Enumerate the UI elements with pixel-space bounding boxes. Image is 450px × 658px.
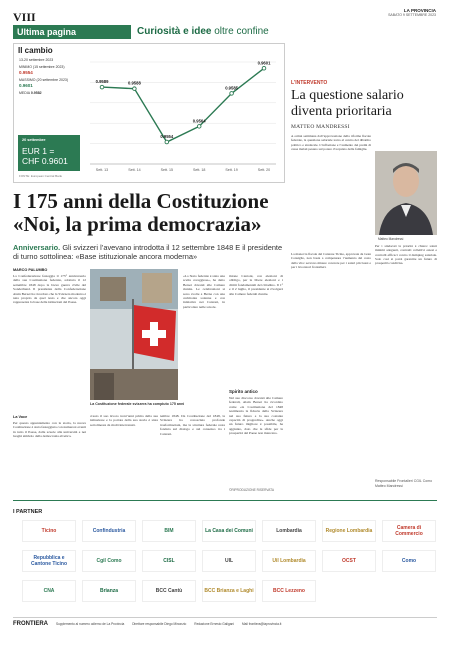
chart-tick-label: Sett. 19: [225, 168, 238, 172]
article-column-voce: Per questo appuntamento con la storia, la nuova Costituzione è stata festeggiata con numerosi eventi in tutto il Paese, dalle scuole alle università e nei luoghi simbolo della democrazia elvetica.: [13, 421, 86, 439]
min-label: MINIMO (15 settembre 2023): [19, 64, 65, 69]
max-value: 0.9601: [19, 83, 33, 89]
article-column-3: mione Cantoni, con elezioni di obbligo, per le libere elezioni e i diritti fondamentali del cittadino. Il 1° e il 2 luglio, il presidente si rivolgerà alle Camere federali riunite.: [229, 274, 283, 296]
partner-logo: Confindustria: [82, 520, 136, 542]
subhead-voce: La Voce: [13, 415, 28, 419]
partner-logo: Brianza: [82, 580, 136, 602]
article-column-2: «Lo Stato federale è stato una scelta coraggiosa», ha detto Berset davanti alle Camere riunite. Le celebrazioni si sono svolte a Berna con una cerimonia solenne e con iniziative nei Cantoni, in particolare nelle scuole.: [183, 274, 225, 309]
avg-value: 0.9582: [30, 90, 42, 95]
chart-data-label: 0.9585: [225, 85, 239, 91]
paper-name: LA PROVINCIA: [403, 8, 436, 13]
chart-tick-label: Sett. 18: [193, 168, 206, 172]
article-column-1: La Confederazione festeggia il 175° anniversario della sua Costituzione federale, adottata il 12 settembre 1848 dopo la breve guerra civile del Sonderbund. Il presidente della Confederazione Alain Berset ha ricordato che la Svizzera moderna è nata proprio da quel testo e che ancora oggi rappresenta la base delle istituzioni del Paese.: [13, 274, 86, 305]
chart-data-label: 0.9601: [257, 60, 271, 66]
partner-logo: Ticino: [22, 520, 76, 542]
opinion-text-2: La manovra fiscale del Cantone Ticino, approvata da Gran Consiglio, non basta a compensare l’aumento del costo della vita: servono misure concrete per i salari più bassi e per i lavoratori frontalieri.: [291, 252, 371, 269]
partner-logo: UIL: [202, 550, 256, 572]
partner-logo: Regione Lombardia: [322, 520, 376, 542]
copyright-note: ©RIPRODUZIONE RISERVATA: [229, 488, 274, 492]
min-value: 0.9554: [19, 70, 33, 76]
partner-logo: Cgil Como: [82, 550, 136, 572]
exchange-period: 13-20 settembre 2023: [19, 58, 54, 62]
opinion-text-3: Per i sindacati la priorità è chiara: salari minimi adeguati, contratti collettivi estesi e controlli efficaci contro il dumping salariale. Solo così si potrà garantire un futuro di prosperità condivisa.: [375, 244, 437, 266]
opinion-tag: L'INTERVENTO: [291, 80, 328, 86]
partner-logo: Lombardia: [262, 520, 316, 542]
article-column-spirito: Nel suo discorso davanti alle Camere federali, Alain Berset ha ricordato come «la Costituzione del 1848 testimonia la fiducia della Svizzera nel suo futuro e la sua costante capacità di progredire». Anche oggi un futuro migliore è possibile, ha aggiunto, dato che le sfide per la prosperità del Paese non mancano.: [229, 396, 283, 436]
subhead-spirito: Spirito antico: [229, 389, 258, 394]
chart-data-label: 0.9554: [160, 134, 174, 140]
chart-tick-label: Sett. 14: [128, 168, 141, 172]
chart-data-label: 0.9589: [95, 79, 109, 85]
portrait-caption: Matteo Mandressi: [378, 237, 404, 241]
partner-logo: BIM: [142, 520, 196, 542]
partner-logo: OCST: [322, 550, 376, 572]
deck-text: Gli svizzeri l’avevano introdotta il 12 settembre 1848 E il presidente di turno sottolinea: «Base istituzionale ancora moderna»: [13, 243, 283, 262]
partner-logo: Como: [382, 550, 436, 572]
section-subtitle-light: oltre confine: [214, 26, 269, 37]
partner-logo: CISL: [142, 550, 196, 572]
footer-brand: FRONTIERA: [13, 620, 48, 627]
partner-logo: BCC Brianza e Laghi: [202, 580, 256, 602]
avg-label: MEDIA: [19, 90, 30, 95]
opinion-title: La questione salario diventa prioritaria: [291, 88, 404, 119]
partner-logo: La Casa dei Comuni: [202, 520, 256, 542]
article-column-voce-3: tembre 1848. Da Costituzione del 1848, la Svizzera ha conosciuto profonde trasformazioni, ma la struttura federale resta fondata sul dialogo e sul consenso tra i Cantoni.: [160, 414, 225, 436]
partner-logo: Repubblica e Cantone Ticino: [22, 550, 76, 572]
footer-director: Direttore responsabile Diego Minonzio: [132, 621, 187, 626]
rate-line-2: CHF 0.9601: [22, 156, 68, 166]
rate-line-1: EUR 1 =: [22, 146, 55, 156]
photo-caption: La Costituzione federale svizzera ha compiuto 175 anni: [90, 402, 185, 406]
headline-line-2: «Noi, la prima democrazia»: [13, 212, 262, 236]
opinion-text-1: A ormai settimana dall’approvazione della riforma fiscale federale, la questione salariale torna al centro del dibattito politico e sindacale. L’inflazione e l’aumento dei premi di cassa malati pesano sul potere d’acquisto delle famiglie.: [291, 134, 371, 151]
rate-date: 20 settembre: [22, 138, 46, 142]
deck-kicker: Anniversario.: [13, 243, 61, 252]
chart-data-label: 0.9564: [192, 118, 206, 124]
article-column-voce-2: creato il suo lavoro trent’anni prima della sua istituzione e la portata della sua storia è stata sottolineata da molti intervenuti.: [90, 414, 158, 427]
section-subtitle-bold: Curiosità e idee: [137, 26, 212, 37]
signature-name: Matteo Mandressi: [375, 483, 403, 488]
signature-role: Responsabile Frontalieri CGIL Como: [375, 479, 433, 483]
chart-tick-label: Sett. 15: [160, 168, 173, 172]
chart-tick-label: Sett. 13: [95, 168, 109, 172]
paper-date: SABATO 9 SETTEMBRE 2023: [388, 13, 436, 17]
partner-logo: Camera di Commercio: [382, 520, 436, 542]
footer-editorial: Redazione Ernesto Galigani: [194, 621, 234, 626]
section-label: Ultima pagina: [13, 25, 131, 39]
footer-mail: Mail frontiera@laprovincia.it: [241, 621, 282, 626]
partner-logo: Uil Lombardia: [262, 550, 316, 572]
footer-bar: [13, 617, 437, 629]
page-number: VIII: [13, 10, 36, 24]
exchange-source: FONTE: European Central Bank: [19, 174, 63, 178]
exchange-title: Il cambio: [18, 46, 53, 55]
chart-tick-label: Sett. 20: [257, 168, 271, 172]
partners-label: I PARTNER: [13, 509, 43, 515]
article-byline: MARCO PALUMBO: [13, 268, 48, 272]
footer-supplement: Supplemento al numero odierno de La Provincia: [56, 621, 125, 626]
partner-logo: CNA: [22, 580, 76, 602]
opinion-author: MATTEO MANDRESSI: [291, 124, 350, 130]
max-label: MASSIMO (20 settembre 2023): [19, 77, 69, 82]
headline-line-1: I 175 anni della Costituzione: [13, 189, 269, 213]
chart-data-label: 0.9588: [127, 80, 141, 86]
partner-logo: BCC Cantù: [142, 580, 196, 602]
partner-logo: BCC Lezzeno: [262, 580, 316, 602]
